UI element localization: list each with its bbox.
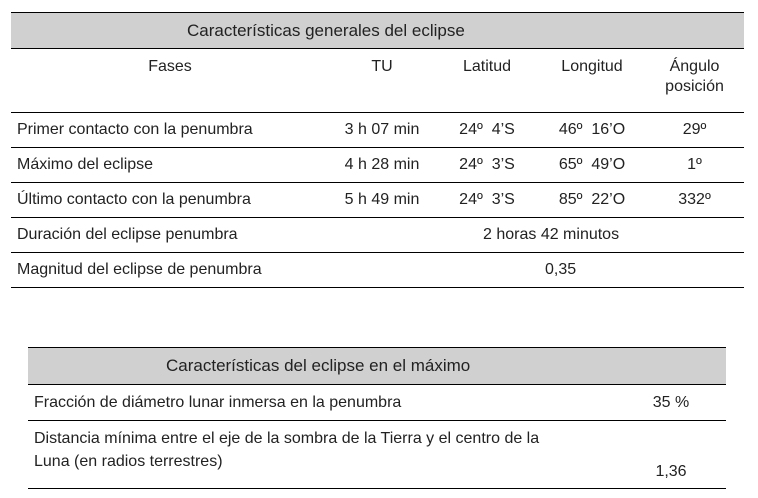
maximum-table-title: Características del eclipse en el máximo xyxy=(28,348,726,385)
row-latitud: 24º 4’S xyxy=(435,113,539,148)
table-row xyxy=(11,113,744,148)
general-characteristics-table xyxy=(11,12,744,288)
row-angulo: 29º xyxy=(645,113,744,148)
magnitude-row xyxy=(11,253,744,288)
duration-row xyxy=(11,218,744,253)
duration-value: 2 horas 42 minutos xyxy=(435,218,744,253)
magnitude-label: Magnitud del eclipse de penumbra xyxy=(11,253,435,288)
header-angulo xyxy=(645,49,744,113)
duration-label: Duración del eclipse penumbra xyxy=(11,218,435,253)
row-fase: Primer contacto con la penumbra xyxy=(11,113,329,148)
table-row xyxy=(11,183,744,218)
row-longitud: 85º 22’O xyxy=(539,183,645,218)
header-angulo-line1: Ángulo xyxy=(669,58,720,75)
general-table-header-row xyxy=(11,49,744,113)
row-tu: 4 h 28 min xyxy=(329,148,435,183)
distance-label xyxy=(28,421,616,489)
general-table-title-row xyxy=(11,13,744,49)
header-angulo-line2: posición xyxy=(665,78,724,95)
table-row xyxy=(11,148,744,183)
distance-value: 1,36 xyxy=(616,421,726,489)
row-fase: Máximo del eclipse xyxy=(11,148,329,183)
row-tu: 5 h 49 min xyxy=(329,183,435,218)
row-latitud: 24º 3’S xyxy=(435,148,539,183)
maximum-table-title-row xyxy=(28,348,726,385)
header-tu: TU xyxy=(329,49,435,113)
table-row xyxy=(28,385,726,421)
row-longitud: 46º 16’O xyxy=(539,113,645,148)
table-row xyxy=(28,421,726,489)
fraction-label: Fracción de diámetro lunar inmersa en la penumbra xyxy=(28,385,616,421)
magnitude-value: 0,35 xyxy=(435,253,744,288)
row-latitud: 24º 3’S xyxy=(435,183,539,218)
row-tu: 3 h 07 min xyxy=(329,113,435,148)
fraction-value: 35 % xyxy=(616,385,726,421)
header-latitud: Latitud xyxy=(435,49,539,113)
row-angulo: 332º xyxy=(645,183,744,218)
row-fase: Último contacto con la penumbra xyxy=(11,183,329,218)
header-longitud: Longitud xyxy=(539,49,645,113)
general-table-title: Características generales del eclipse xyxy=(11,13,744,49)
row-longitud: 65º 49’O xyxy=(539,148,645,183)
maximum-characteristics-table xyxy=(28,347,726,489)
distance-label-line1: Distancia mínima entre el eje de la sombra de la Tierra y el centro de la xyxy=(34,430,540,447)
distance-label-line2: Luna (en radios terrestres) xyxy=(34,453,223,470)
row-angulo: 1º xyxy=(645,148,744,183)
header-fases: Fases xyxy=(11,49,329,113)
